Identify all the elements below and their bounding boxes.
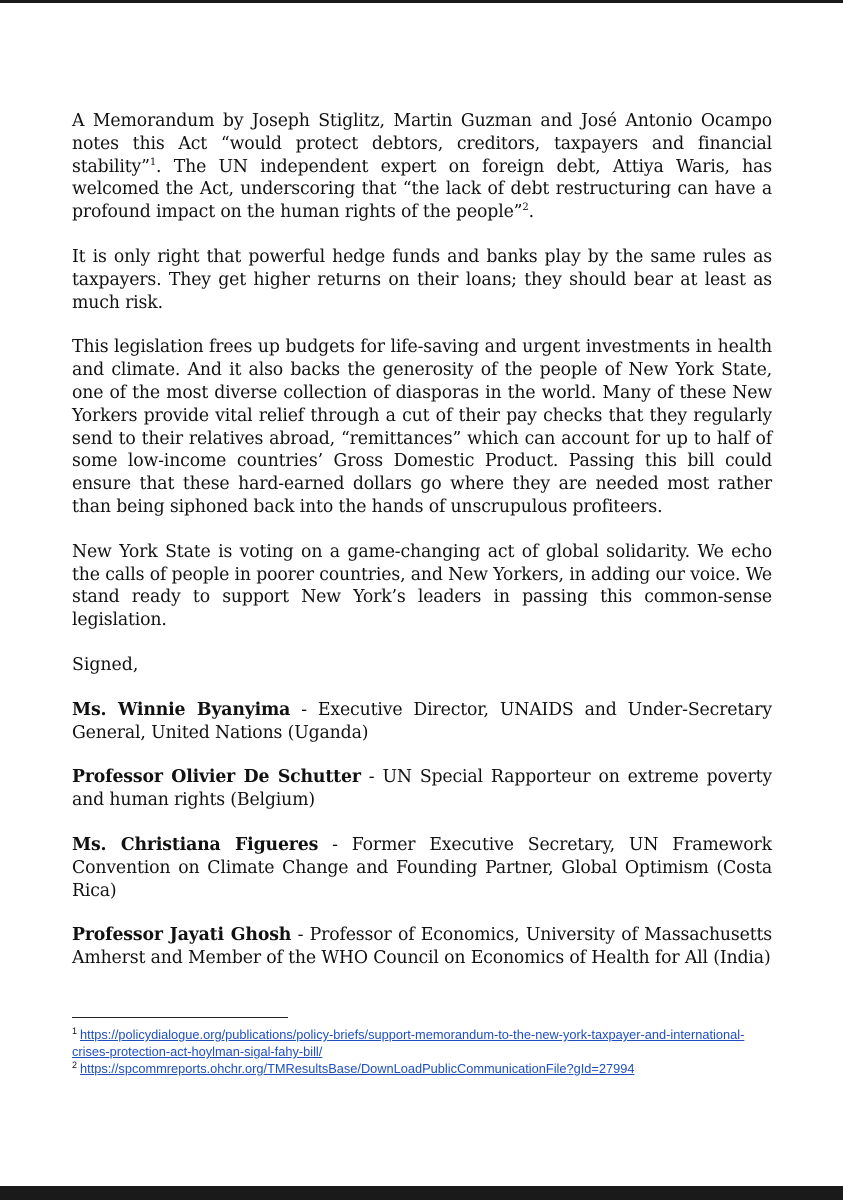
paragraph-text: A Memorandum by Joseph Stiglitz, Martin Guzman and José Antonio Ocampo notes this Act “would protect debtors, creditors, taxpayers and financial stability” [72,111,772,177]
signed-label: Signed, [72,654,139,675]
signatory-byanyima [72,699,772,745]
signatory-name: Ms. Winnie Byanyima [72,699,291,720]
document-body [72,110,772,992]
paragraph-hedge-funds: It is only right that powerful hedge funds and banks play by the same rules as taxpayers. They get higher returns on their loans; they should bear at least as much risk. [72,246,772,313]
paragraph-text: . [528,202,534,223]
signatory-name: Ms. Christiana Figueres [72,834,319,855]
bottom-edge-bar [0,1186,843,1200]
footnote-number: 1 [72,1025,78,1036]
paragraph-solidarity: New York State is voting on a game-changing act of global solidarity. We echo the calls of people in poorer countries, and New Yorkers, in adding our voice. We stand ready to support New York’s leaders in passing this common-sense legislation. [72,541,773,631]
footnote-number: 2 [72,1059,78,1070]
signatory-role: - Former Executive Secretary, UN Framework Convention on Climate Change and Founding Partner, Global Optimism (Costa Rica) [72,834,772,901]
footnote-ref-1[interactable]: 1 [149,156,157,168]
top-edge-bar [0,0,843,3]
footnote-link-2[interactable]: https://spcommreports.ohchr.org/TMResultsBase/DownLoadPublicCommunicationFile?gId=27994 [80,1061,635,1076]
paragraph-memorandum [72,110,772,224]
footnote-ref-2[interactable]: 2 [522,202,529,214]
footnote-2 [72,1060,772,1077]
signatory-name: Professor Jayati Ghosh [72,925,292,946]
paragraph-text: . The UN independent expert on foreign debt, Attiya Waris, has welcomed the Act, underscoring that “the lack of debt restructuring can have a profound impact on the human rights of the people” [72,156,772,223]
paragraph-legislation: This legislation frees up budgets for life-saving and urgent investments in health and climate. And it also backs the generosity of the people of New York State, one of the most diverse collection of diasporas in the world. Many of these New Yorkers provide vital relief through a cut of their pay checks that they regularly send to their relatives abroad, “remittances” which can account for up to half of some low-income countries’ Gross Domestic Product. Passing this bill could ensure that these hard-earned dollars go where they are needed most rather than being siphoned back into the hands of unscrupulous profiteers. [72,337,772,517]
signatory-ghosh [72,924,772,970]
footnote-divider [72,1017,288,1018]
footnote-link-1[interactable]: https://policydialogue.org/publications/policy-briefs/support-memorandum-to-the-new-york-taxpayer-and-international-crises-protection-act-hoylman-sigal-fahy-bill/ [72,1027,745,1059]
signatory-name: Professor Olivier De Schutter [72,767,361,788]
signatory-role: - UN Special Rapporteur on extreme poverty and human rights (Belgium) [72,767,772,811]
signatory-de-schutter [72,766,772,812]
footnote-1 [72,1026,772,1060]
footnotes [72,1026,772,1077]
signatory-figueres [72,834,772,902]
signatory-role: - Professor of Economics, University of Massachusetts Amherst and Member of the WHO Council on Economics of Health for All (India) [72,925,773,969]
signatory-role: - Executive Director, UNAIDS and Under-Secretary General, United Nations (Uganda) [72,699,772,743]
